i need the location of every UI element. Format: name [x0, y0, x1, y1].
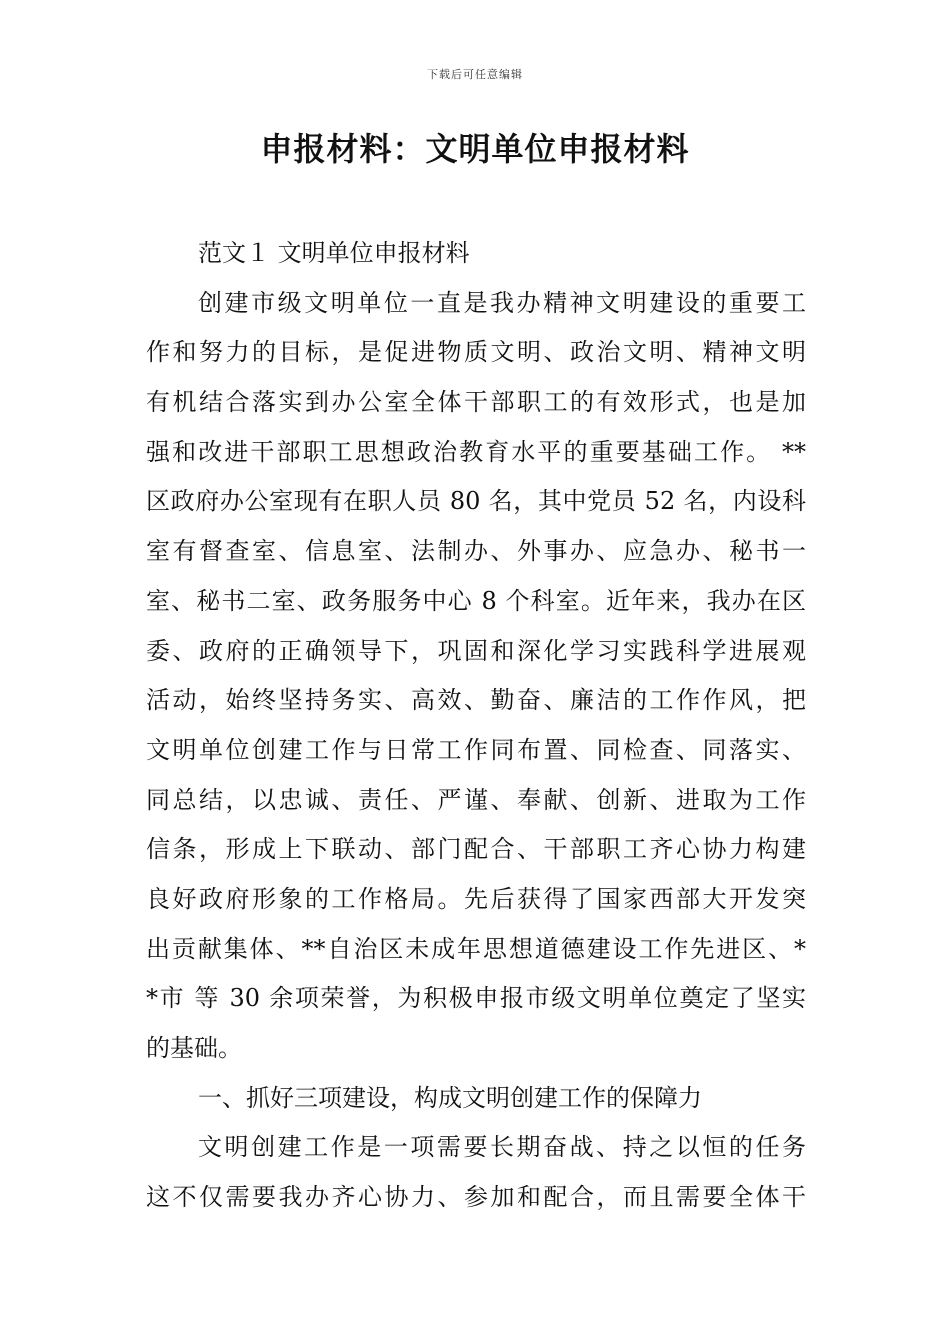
text-line: 的基础。	[146, 1034, 242, 1062]
text-line: 范文１ 文明单位申报材料	[198, 239, 470, 267]
text-line: 出贡献集体、**自治区未成年思想道德建设工作先进区、*	[146, 934, 806, 963]
text-line: 活动，始终坚持务实、高效、勤奋、廉洁的工作作风，把	[146, 686, 806, 715]
text-line: 区政府办公室现有在职人员 80 名，其中党员 52 名，内设科	[146, 487, 806, 516]
text-line: 文明单位创建工作与日常工作同布置、同检查、同落实、	[146, 735, 806, 764]
text-line: 信条，形成上下联动、部门配合、干部职工齐心协力构建	[146, 835, 806, 864]
text-line: 良好政府形象的工作格局。先后获得了国家西部大开发突	[146, 884, 806, 913]
text-line: 室有督查室、信息室、法制办、外事办、应急办、秘书一	[146, 537, 806, 566]
text-line: 强和改进干部职工思想政治教育水平的重要基础工作。 **	[146, 437, 806, 466]
text-line: 同总结，以忠诚、责任、严谨、奉献、创新、进取为工作	[146, 785, 806, 814]
text-line: 创建市级文明单位一直是我办精神文明建设的重要工	[198, 288, 806, 317]
text-line: 文明创建工作是一项需要长期奋战、持之以恒的任务	[198, 1133, 806, 1162]
text-line: *市 等 30 余项荣誉，为积极申报市级文明单位奠定了坚实	[146, 984, 806, 1013]
text-line: 有机结合落实到办公室全体干部职工的有效形式，也是加	[146, 388, 806, 417]
text-line: 作和努力的目标，是促进物质文明、政治文明、精神文明	[146, 338, 806, 367]
body-text	[146, 229, 806, 1223]
header-note: 下载后可任意编辑	[427, 68, 523, 81]
page-title: 申报材料：文明单位申报材料	[260, 130, 690, 168]
text-line: 这不仅需要我办齐心协力、参加和配合，而且需要全体干	[146, 1183, 806, 1212]
text-line: 委、政府的正确领导下，巩固和深化学习实践科学进展观	[146, 636, 806, 665]
text-line: 一、抓好三项建设，构成文明创建工作的保障力	[198, 1083, 702, 1112]
text-line: 室、秘书二室、政务服务中心 8 个科室。近年来，我办在区	[146, 586, 806, 615]
